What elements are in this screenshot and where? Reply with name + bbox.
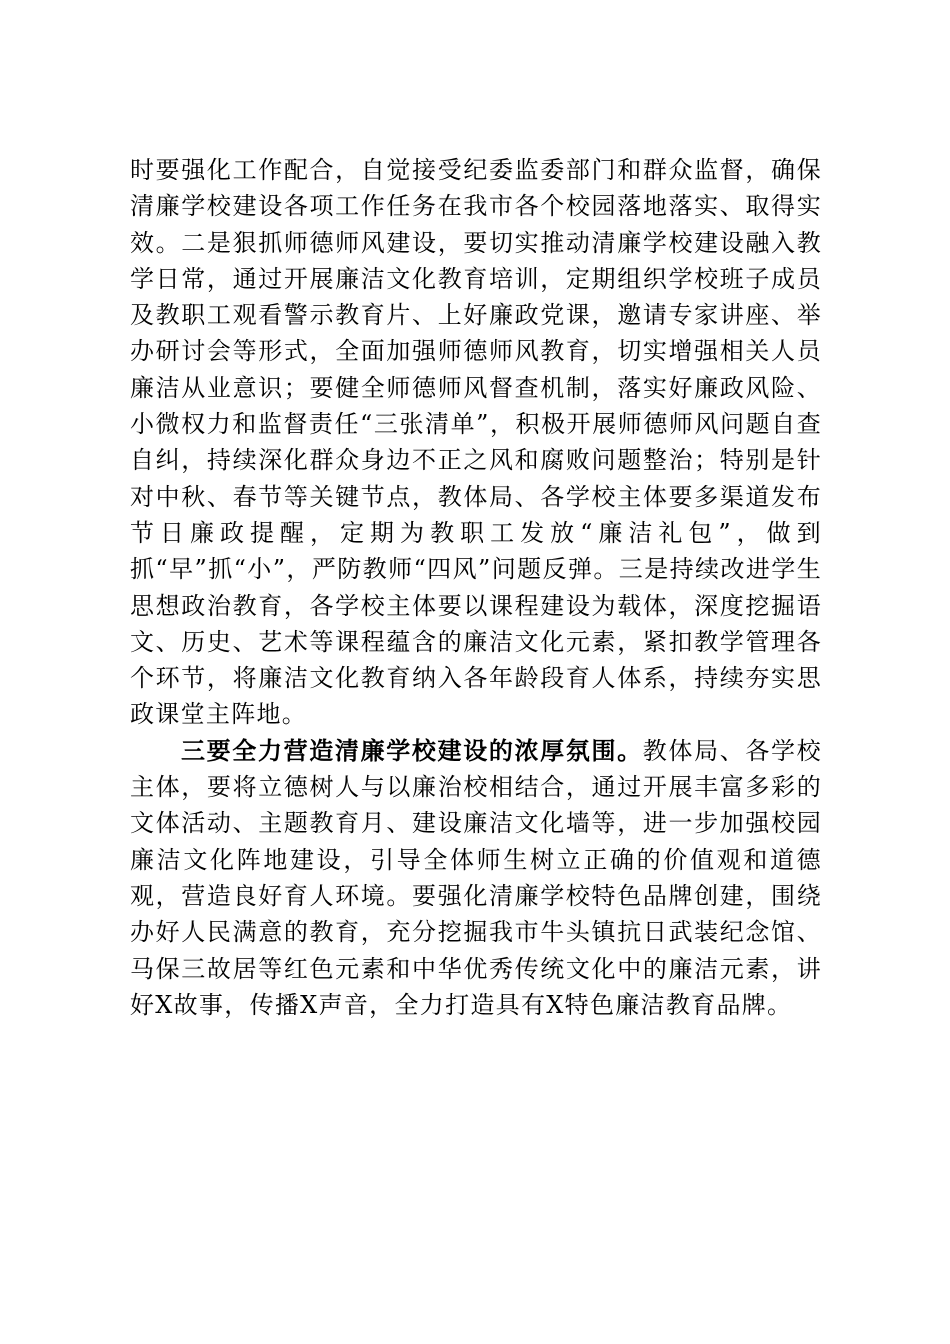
paragraph-text: 教体局、各学校主体，要将立德树人与以廉治校相结合，通过开展丰富多彩的文体活动、主题教育月、建设廉洁文化墙等，进一步加强校园廉洁文化阵地建设，引导全体师生树立正确的价值观和道德观，营造良好育人环境。要强化清廉学校特色品牌创建，围绕办好人民满意的教育，充分挖掘我市牛头镇抗日武装纪念馆、马保三故居等红色元素和中华优秀传统文化中的廉洁元素，讲好X故事，传播X声音，全力打造具有X特色廉洁教育品牌。 xyxy=(130,736,822,1019)
paragraph-section-three xyxy=(130,733,822,1023)
document-body xyxy=(130,152,822,1023)
paragraph-continued xyxy=(130,152,822,733)
paragraph-text: 时要强化工作配合，自觉接受纪委监委部门和群众监督，确保清廉学校建设各项工作任务在我市各个校园落地落实、取得实效。二是狠抓师德师风建设，要切实推动清廉学校建设融入教学日常，通过开展廉洁文化教育培训，定期组织学校班子成员及教职工观看警示教育片、上好廉政党课，邀请专家讲座、举办研讨会等形式，全面加强师德师风教育，切实增强相关人员廉洁从业意识；要健全师德师风督查机制，落实好廉政风险、小微权力和监督责任“三张清单”，积极开展师德师风问题自查自纠，持续深化群众身边不正之风和腐败问题整治；特别是针对中秋、春节等关键节点，教体局、各学校主体要多渠道发布节日廉政提醒，定期为教职工发放“廉洁礼包”，做到抓“早”抓“小”，严防教师“四风”问题反弹。三是持续改进学生思想政治教育，各学校主体要以课程建设为载体，深度挖掘语文、历史、艺术等课程蕴含的廉洁文化元素，紧扣教学管理各个环节，将廉洁文化教育纳入各年龄段育人体系，持续夯实思政课堂主阵地。 xyxy=(130,156,822,729)
section-heading: 三要全力营造清廉学校建设的浓厚氛围。 xyxy=(181,735,643,765)
